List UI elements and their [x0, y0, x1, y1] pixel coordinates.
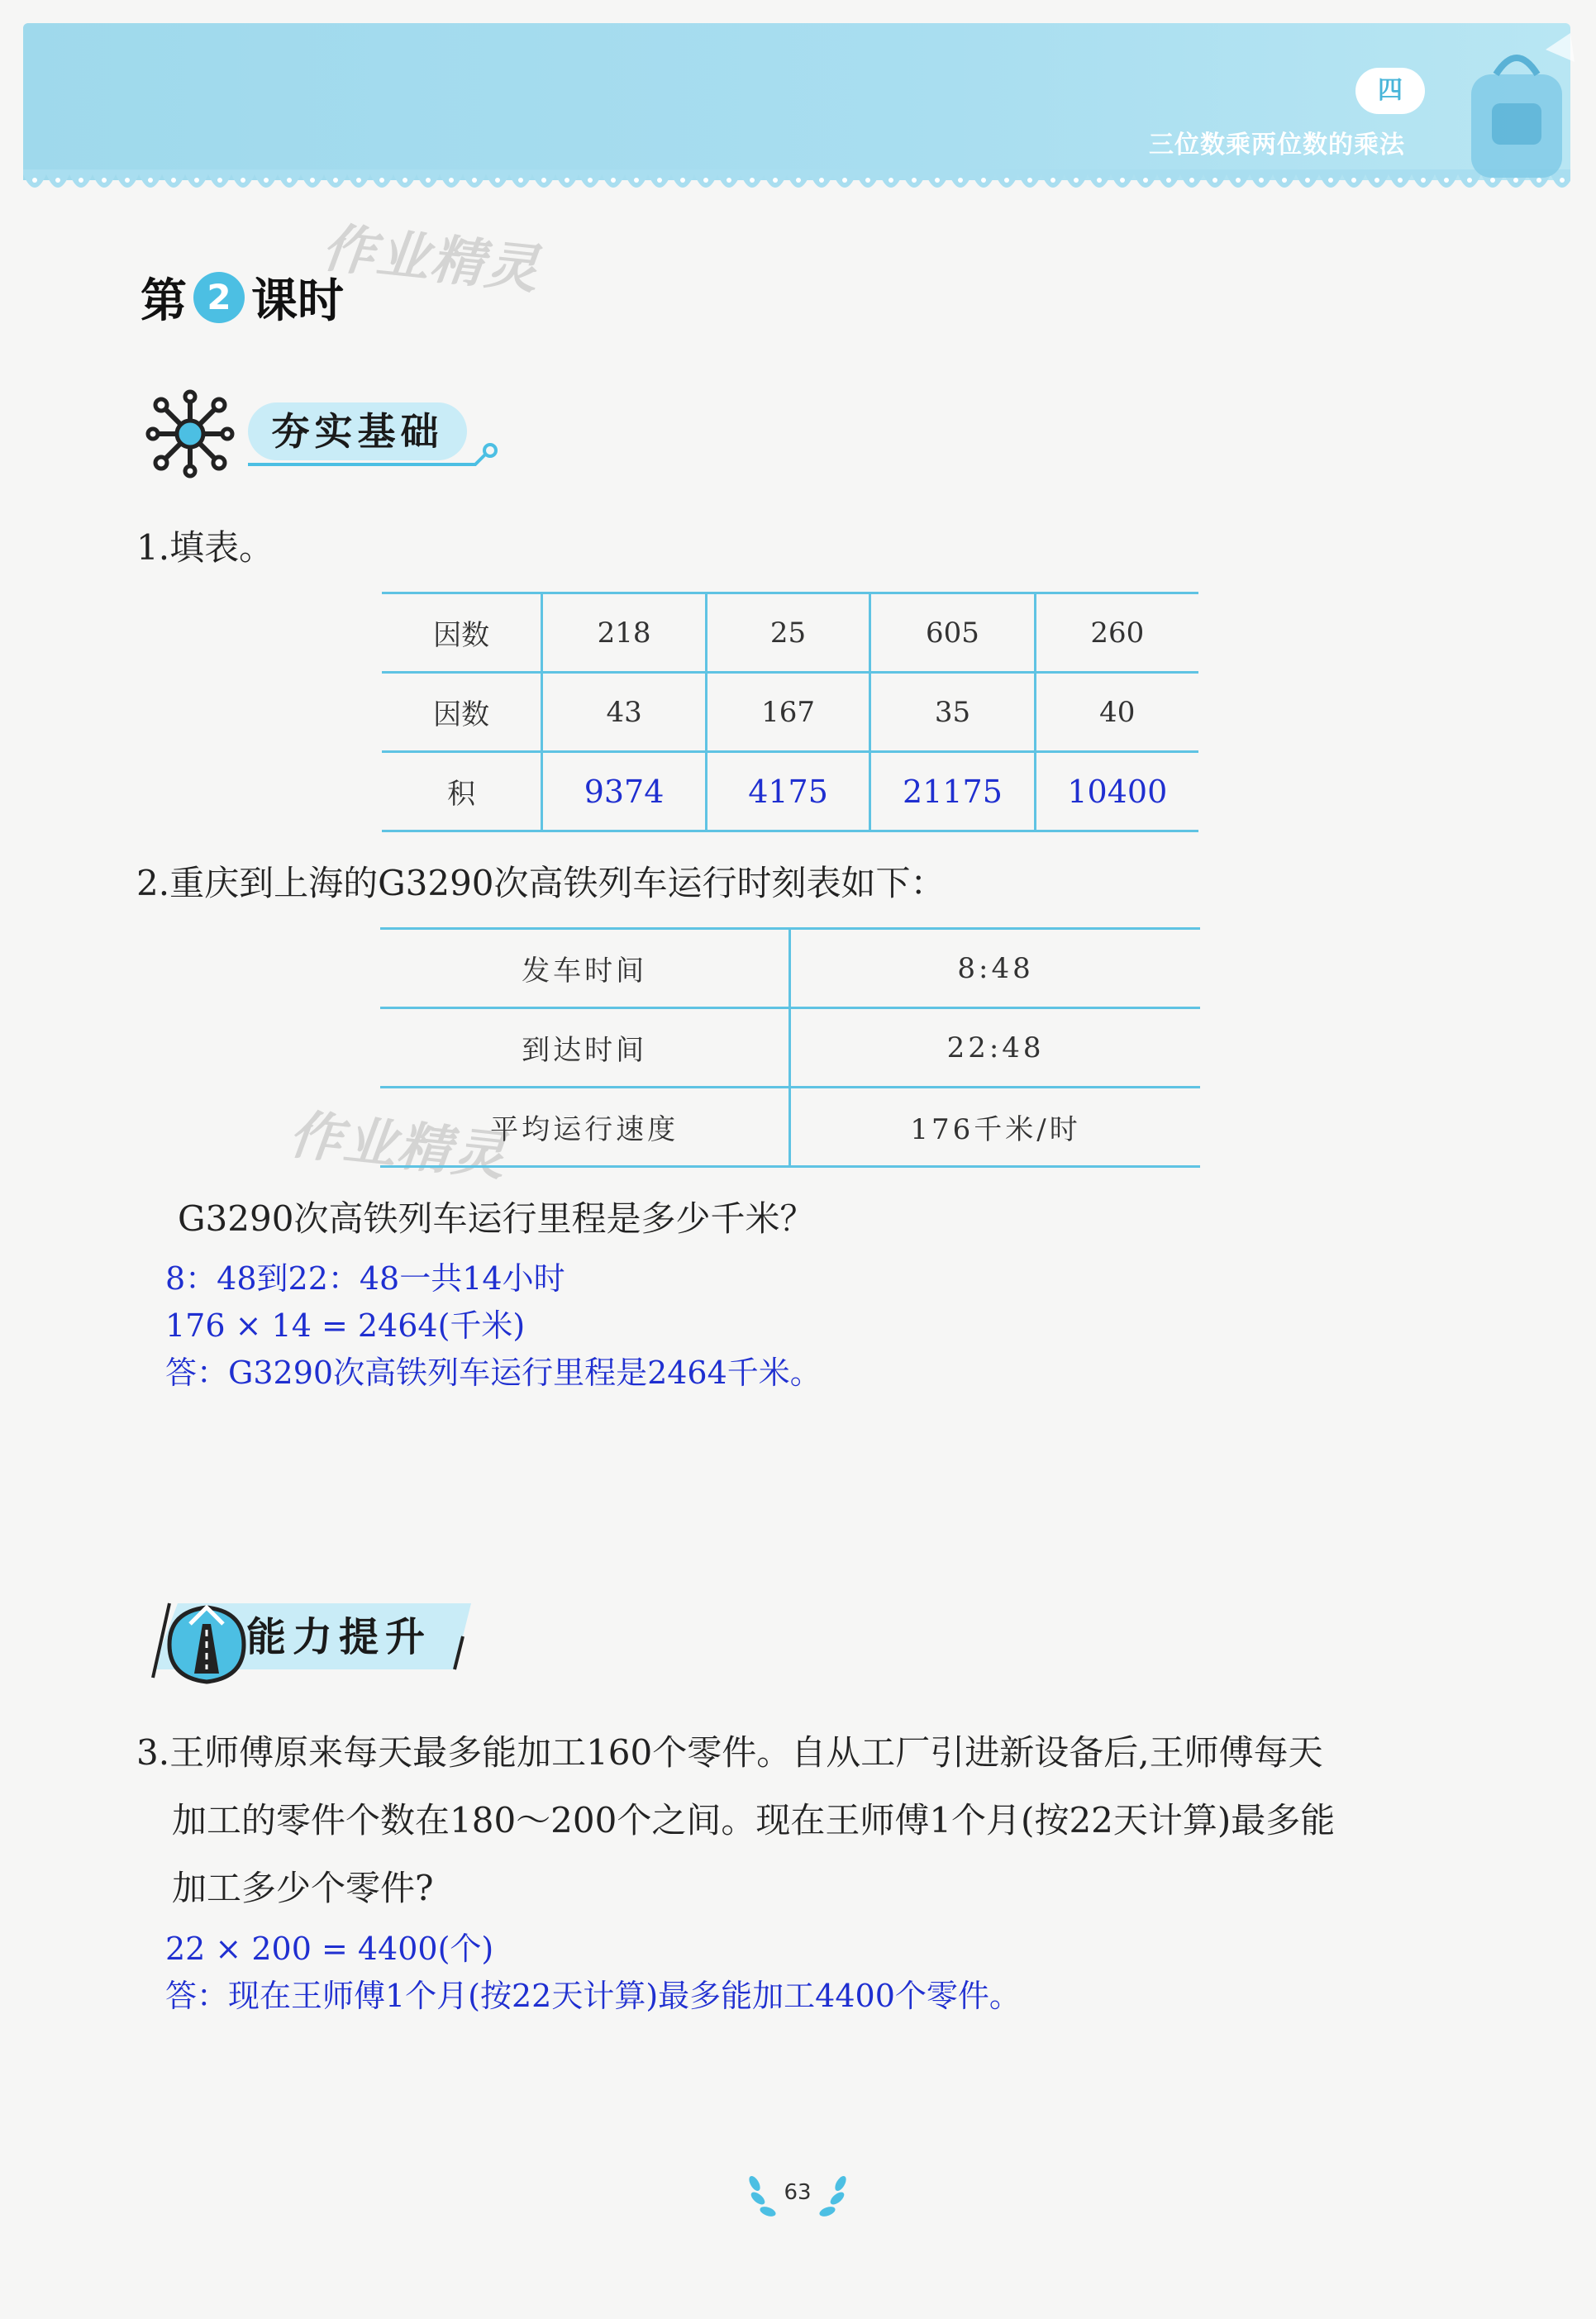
answer-line: 176 × 14 = 2464(千米): [165, 1307, 526, 1344]
table-cell: 25: [706, 593, 869, 673]
backpack-icon: [1455, 25, 1579, 182]
question-3-line: 加工的零件个数在180～200个之间。现在王师傅1个月(按22天计算)最多能: [172, 1800, 1336, 1840]
table-cell: 260: [1035, 593, 1198, 673]
lesson-title: [141, 264, 344, 331]
row-label: 到达时间: [380, 1008, 790, 1088]
lesson-prefix: 第: [141, 274, 187, 328]
unit-badge: 四: [1355, 68, 1425, 114]
answer-cell: 4175: [706, 752, 869, 831]
page-number: 63: [784, 2180, 812, 2205]
answer-line: 8：48到22：48一共14小时: [165, 1260, 565, 1297]
table-row: [380, 1008, 1200, 1088]
answer-cell: 9374: [542, 752, 706, 831]
watermark: 作业精灵: [319, 217, 543, 302]
row-value: 22:48: [790, 1008, 1200, 1088]
question-2-prompt: 2.重庆到上海的G3290次高铁列车运行时刻表如下：: [136, 863, 946, 903]
unit-title: 三位数乘两位数的乘法: [1149, 131, 1405, 160]
row-header: 因数: [382, 593, 542, 673]
section-title: 夯实基础: [248, 402, 467, 460]
table-row: [382, 593, 1198, 673]
table-row: [380, 1088, 1200, 1167]
table-cell: 218: [542, 593, 706, 673]
answer-line: 22 × 200 = 4400(个): [165, 1931, 494, 1967]
row-header: 因数: [382, 673, 542, 752]
answer-cell: 21175: [870, 752, 1035, 831]
row-label: 平均运行速度: [380, 1088, 790, 1167]
table-row: [382, 673, 1198, 752]
question-3-line: 加工多少个零件?: [172, 1868, 434, 1908]
factor-table: [382, 592, 1198, 832]
row-value: 176千米/时: [790, 1088, 1200, 1167]
table-row: [382, 752, 1198, 831]
question-1-prompt: 1.填表。: [136, 527, 274, 568]
question-3-line: 3.王师傅原来每天最多能加工160个零件。自从工厂引进新设备后,王师傅每天: [136, 1732, 1323, 1773]
lesson-suffix: 课时: [251, 274, 344, 328]
table-cell: 167: [706, 673, 869, 752]
table-cell: 35: [870, 673, 1035, 752]
section-title: 能力提升: [246, 1614, 432, 1660]
table-cell: 43: [542, 673, 706, 752]
question-2-question: G3290次高铁列车运行里程是多少千米？: [178, 1198, 815, 1239]
answer-line: 答：现在王师傅1个月(按22天计算)最多能加工4400个零件。: [165, 1978, 1021, 2014]
row-label: 发车时间: [380, 929, 790, 1008]
answer-line: 答：G3290次高铁列车运行里程是2464千米。: [165, 1355, 822, 1391]
watermark: 作业精灵: [286, 1104, 510, 1188]
answer-cell: 10400: [1035, 752, 1198, 831]
row-value: 8:48: [790, 929, 1200, 1008]
table-row: [380, 929, 1200, 1008]
header-scallop-border: [23, 169, 1570, 194]
lesson-number-badge: 2: [193, 272, 245, 323]
timetable: [380, 927, 1200, 1168]
table-cell: 605: [870, 593, 1035, 673]
row-header: 积: [382, 752, 542, 831]
table-cell: 40: [1035, 673, 1198, 752]
